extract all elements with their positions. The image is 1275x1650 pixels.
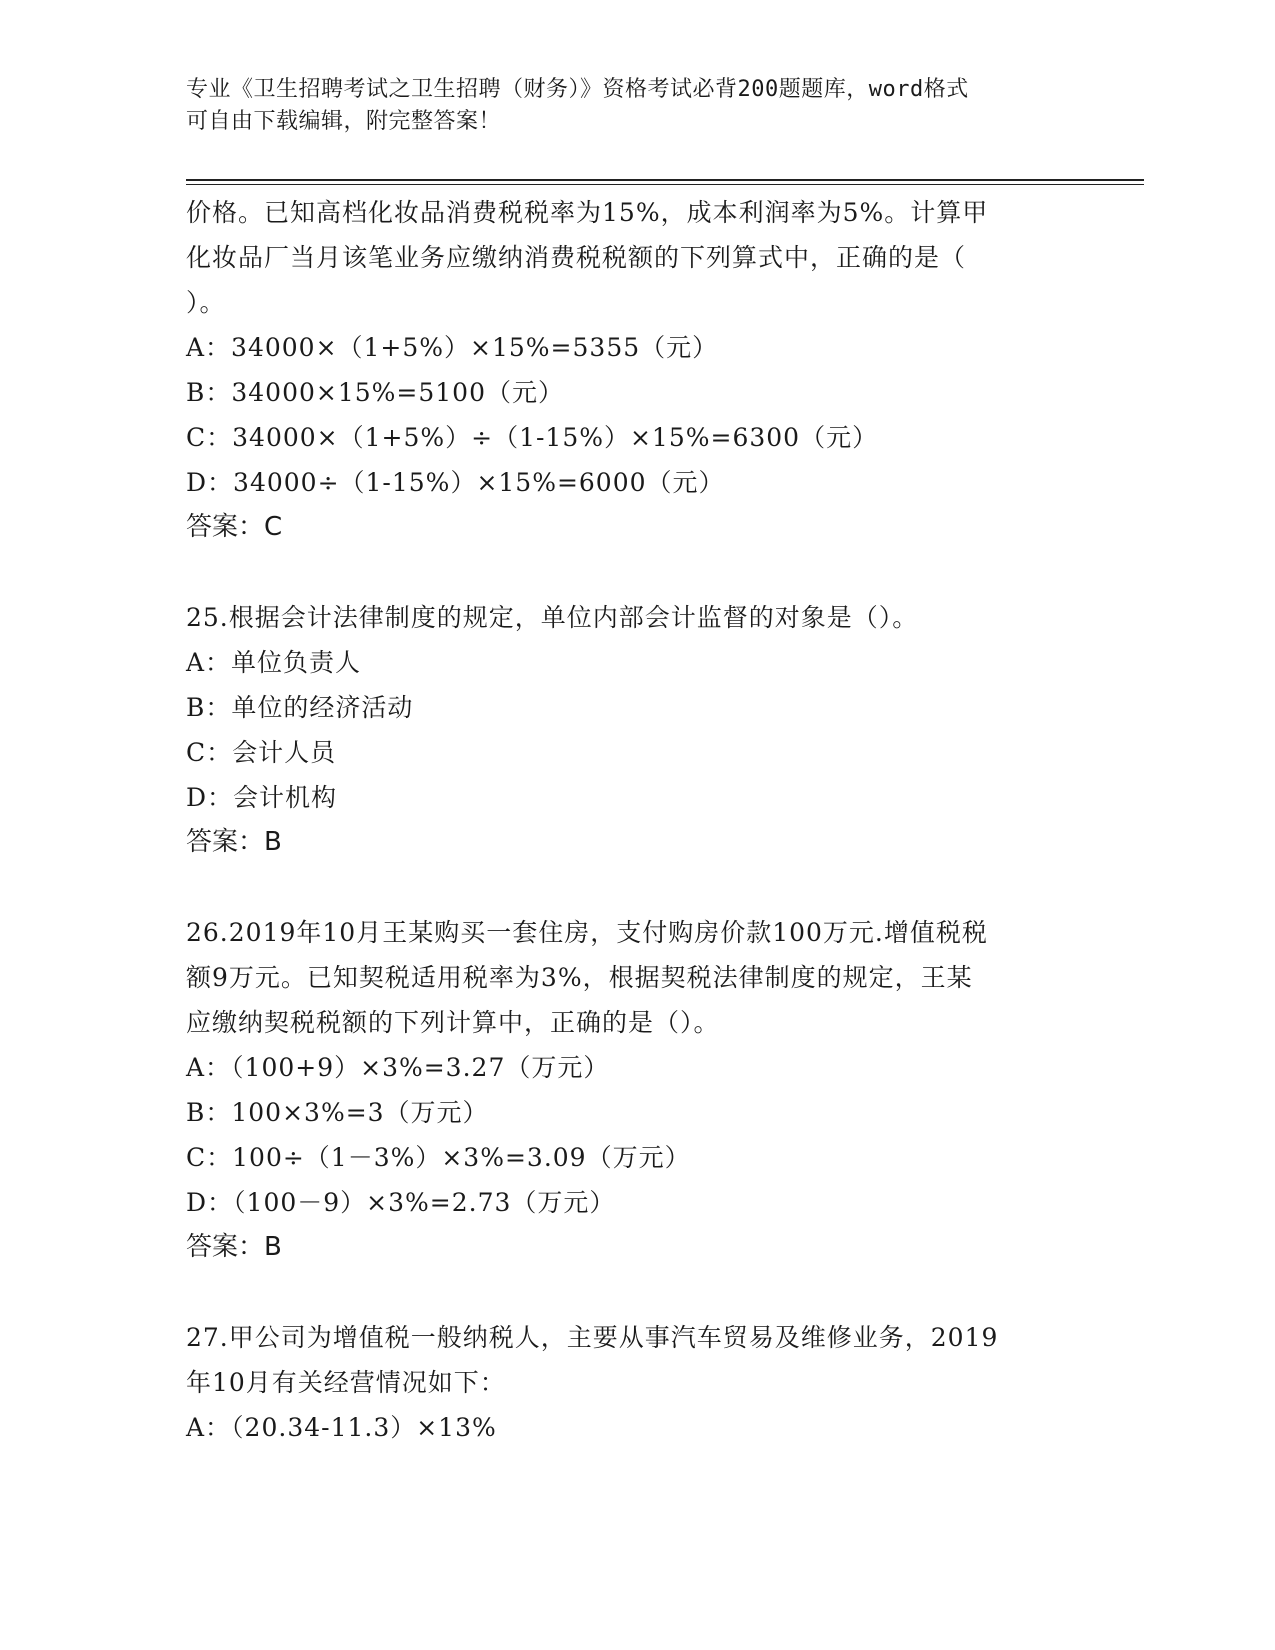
spacer — [186, 550, 1086, 595]
question-stem-line: 应缴纳契税税额的下列计算中，正确的是（）。 — [186, 1008, 720, 1037]
option-c: C：100÷（1－3%）×3%=3.09（万元） — [186, 1143, 691, 1172]
spacer — [186, 865, 1086, 910]
question-stem-line: 26.2019年10月王某购买一套住房，支付购房价款100万元.增值税税 — [186, 918, 988, 947]
spacer — [186, 1270, 1086, 1315]
question-stem-line: ）。 — [186, 288, 226, 317]
question-25 — [186, 595, 1086, 865]
question-stem-line: 27.甲公司为增值税一般纳税人，主要从事汽车贸易及维修业务，2019 — [186, 1323, 999, 1352]
answer-label: 答案：B — [186, 827, 282, 857]
option-a: A：34000×（1+5%）×15%=5355（元） — [186, 333, 719, 362]
question-stem-line: 年10月有关经营情况如下： — [186, 1368, 506, 1397]
option-d: D：会计机构 — [186, 783, 338, 812]
answer-label: 答案：C — [186, 512, 283, 542]
document-header — [186, 74, 1086, 138]
question-stem-line: 25.根据会计法律制度的规定，单位内部会计监督的对象是（）。 — [186, 603, 919, 632]
option-b: B：单位的经济活动 — [186, 693, 414, 722]
question-list — [186, 190, 1086, 1450]
header-title-line-2: 可自由下载编辑，附完整答案！ — [186, 109, 502, 134]
header-divider-thin — [186, 184, 1144, 185]
question-26 — [186, 910, 1086, 1270]
question-stem-line: 价格。已知高档化妆品消费税税率为15%，成本利润率为5%。计算甲 — [186, 198, 989, 227]
option-a: A：单位负责人 — [186, 648, 362, 677]
question-stem-line: 化妆品厂当月该笔业务应缴纳消费税税额的下列算式中，正确的是（ — [186, 243, 967, 272]
option-c: C：34000×（1+5%）÷（1-15%）×15%=6300（元） — [186, 423, 879, 452]
answer-label: 答案：B — [186, 1232, 282, 1262]
option-a: A：（20.34-11.3）×13% — [186, 1413, 497, 1442]
header-title-line-1: 专业《卫生招聘考试之卫生招聘（财务）》资格考试必背200题题库，word格式 — [186, 77, 969, 102]
option-d: D：（100－9）×3%=2.73（万元） — [186, 1188, 616, 1217]
question-24 — [186, 190, 1086, 550]
option-b: B：100×3%=3（万元） — [186, 1098, 489, 1127]
option-a: A：（100+9）×3%=3.27（万元） — [186, 1053, 610, 1082]
header-divider-thick — [186, 179, 1144, 181]
question-stem-line: 额9万元。已知契税适用税率为3%，根据契税法律制度的规定，王某 — [186, 963, 973, 992]
question-27 — [186, 1315, 1086, 1450]
option-d: D：34000÷（1-15%）×15%=6000（元） — [186, 468, 725, 497]
option-c: C：会计人员 — [186, 738, 337, 767]
option-b: B：34000×15%=5100（元） — [186, 378, 564, 407]
